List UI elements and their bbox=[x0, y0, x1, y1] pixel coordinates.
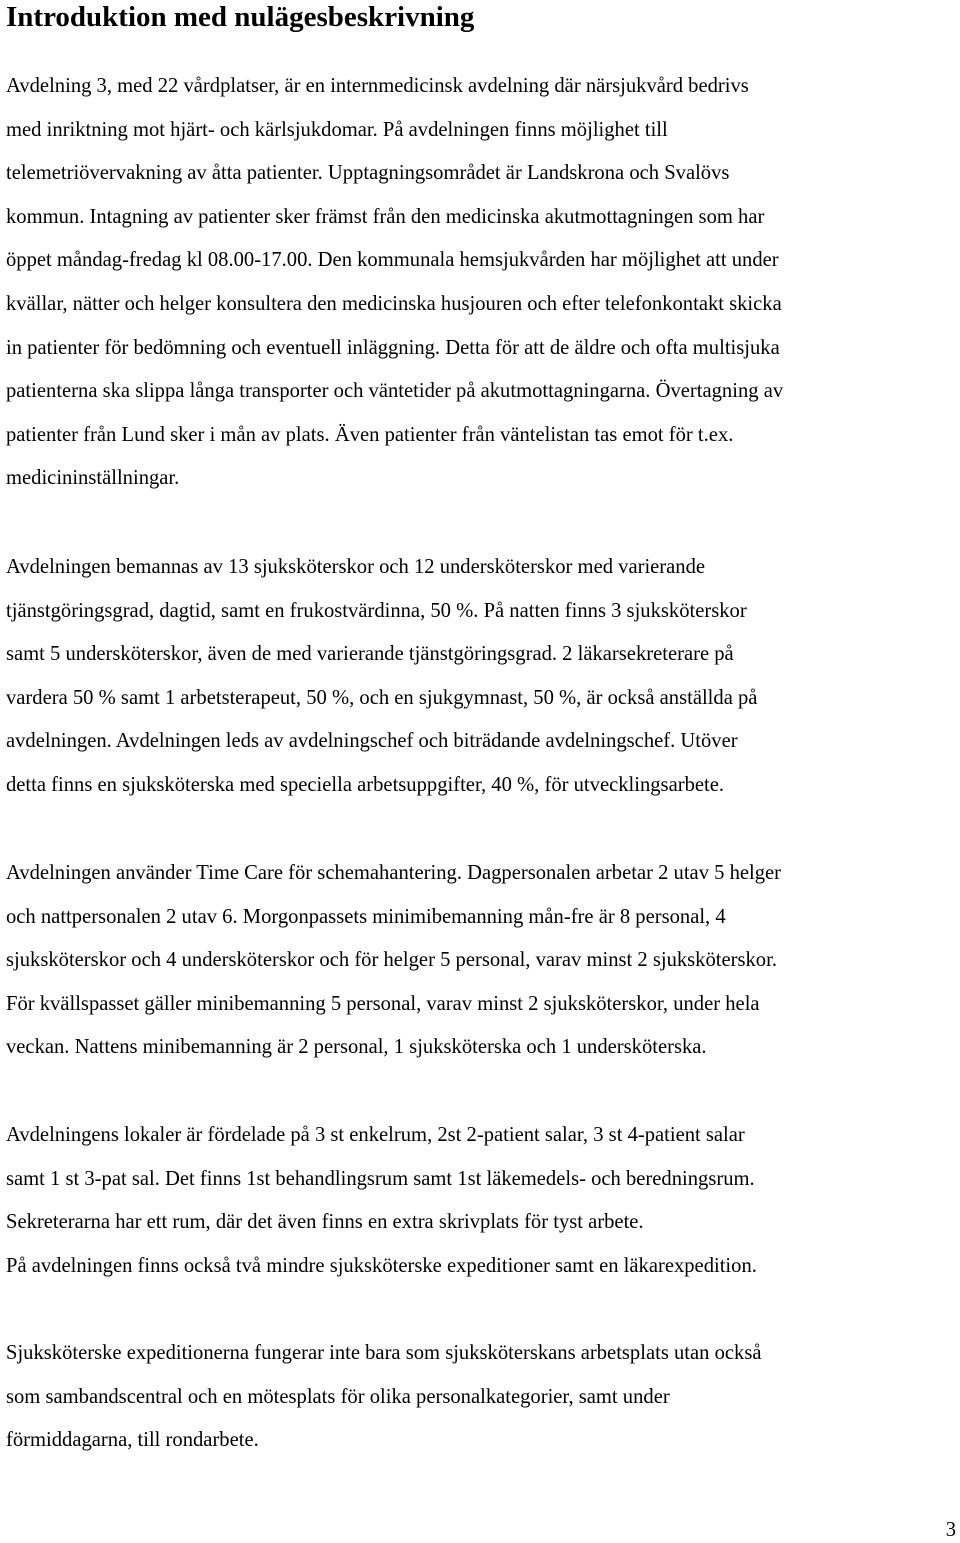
page-number: 3 bbox=[945, 1519, 956, 1541]
text-line: medicininställningar. bbox=[6, 467, 180, 490]
paragraph-scheduling bbox=[6, 852, 781, 1070]
text-line: patienterna ska slippa långa transporter och väntetider på akutmottagningarna. Övertagning av bbox=[6, 380, 784, 403]
paragraph-expeditions bbox=[6, 1332, 761, 1463]
text-line: som sambandscentral och en mötesplats för olika personalkategorier, samt under bbox=[6, 1385, 670, 1408]
paragraph-premises bbox=[6, 1114, 757, 1288]
text-line: patienter från Lund sker i mån av plats. Även patienter från väntelistan tas emot för t.ex. bbox=[6, 423, 734, 446]
text-line: avdelningen. Avdelningen leds av avdelningschef och biträdande avdelningschef. Utöver bbox=[6, 730, 738, 753]
text-line: samt 1 st 3-pat sal. Det finns 1st behandlingsrum samt 1st läkemedels- och beredningsrum. bbox=[6, 1167, 755, 1190]
text-line: vardera 50 % samt 1 arbetsterapeut, 50 %, och en sjukgymnast, 50 %, är också anställda på bbox=[6, 686, 758, 709]
paragraph-staffing bbox=[6, 546, 757, 808]
page-title: Introduktion med nulägesbeskrivning bbox=[6, 1, 475, 33]
text-line: Avdelningen bemannas av 13 sjuksköterskor och 12 undersköterskor med varierande bbox=[6, 556, 706, 578]
text-line: Avdelningens lokaler är fördelade på 3 st enkelrum, 2st 2-patient salar, 3 st 4-patient salar bbox=[6, 1124, 745, 1146]
text-line: telemetriövervakning av åtta patienter. Upptagningsområdet är Landskrona och Svalövs bbox=[6, 162, 730, 185]
text-line: in patienter för bedömning och eventuell inläggning. Detta för att de äldre och ofta multisjuka bbox=[6, 336, 780, 359]
text-line: tjänstgöringsgrad, dagtid, samt en frukostvärdinna, 50 %. På natten finns 3 sjuksköterskor bbox=[6, 599, 747, 622]
text-line: kvällar, nätter och helger konsultera den medicinska husjouren och efter telefonkontakt skicka bbox=[6, 292, 782, 315]
text-line: detta finns en sjuksköterska med speciella arbetsuppgifter, 40 %, för utvecklingsarbete. bbox=[6, 773, 725, 796]
text-line: med inriktning mot hjärt- och kärlsjukdomar. På avdelningen finns möjlighet till bbox=[6, 118, 668, 141]
paragraph-introduction bbox=[6, 65, 783, 501]
text-line: På avdelningen finns också två mindre sjuksköterske expeditioner samt en läkarexpedition. bbox=[6, 1254, 757, 1277]
text-line: Avdelningen använder Time Care för schemahantering. Dagpersonalen arbetar 2 utav 5 helger bbox=[6, 862, 782, 884]
text-line: Avdelning 3, med 22 vårdplatser, är en internmedicinsk avdelning där närsjukvård bedrivs bbox=[6, 75, 749, 97]
text-line: Sekreterarna har ett rum, där det även finns en extra skrivplats för tyst arbete. bbox=[6, 1211, 644, 1234]
text-line: samt 5 undersköterskor, även de med varierande tjänstgöringsgrad. 2 läkarsekreterare på bbox=[6, 643, 734, 666]
text-line: sjuksköterskor och 4 undersköterskor och för helger 5 personal, varav minst 2 sjuksköterskor. bbox=[6, 949, 777, 972]
text-line: förmiddagarna, till rondarbete. bbox=[6, 1429, 259, 1452]
text-line: veckan. Nattens minibemanning är 2 personal, 1 sjuksköterska och 1 undersköterska. bbox=[6, 1036, 707, 1059]
text-line: och nattpersonalen 2 utav 6. Morgonpassets minimibemanning mån-fre är 8 personal, 4 bbox=[6, 905, 726, 928]
text-line: öppet måndag-fredag kl 08.00-17.00. Den kommunala hemsjukvården har möjlighet att under bbox=[6, 249, 779, 272]
text-line: För kvällspasset gäller minibemanning 5 personal, varav minst 2 sjuksköterskor, under hela bbox=[6, 992, 760, 1015]
text-line: Sjuksköterske expeditionerna fungerar inte bara som sjuksköterskans arbetsplats utan också bbox=[6, 1342, 762, 1364]
text-line: kommun. Intagning av patienter sker främst från den medicinska akutmottagningen som har bbox=[6, 205, 765, 228]
